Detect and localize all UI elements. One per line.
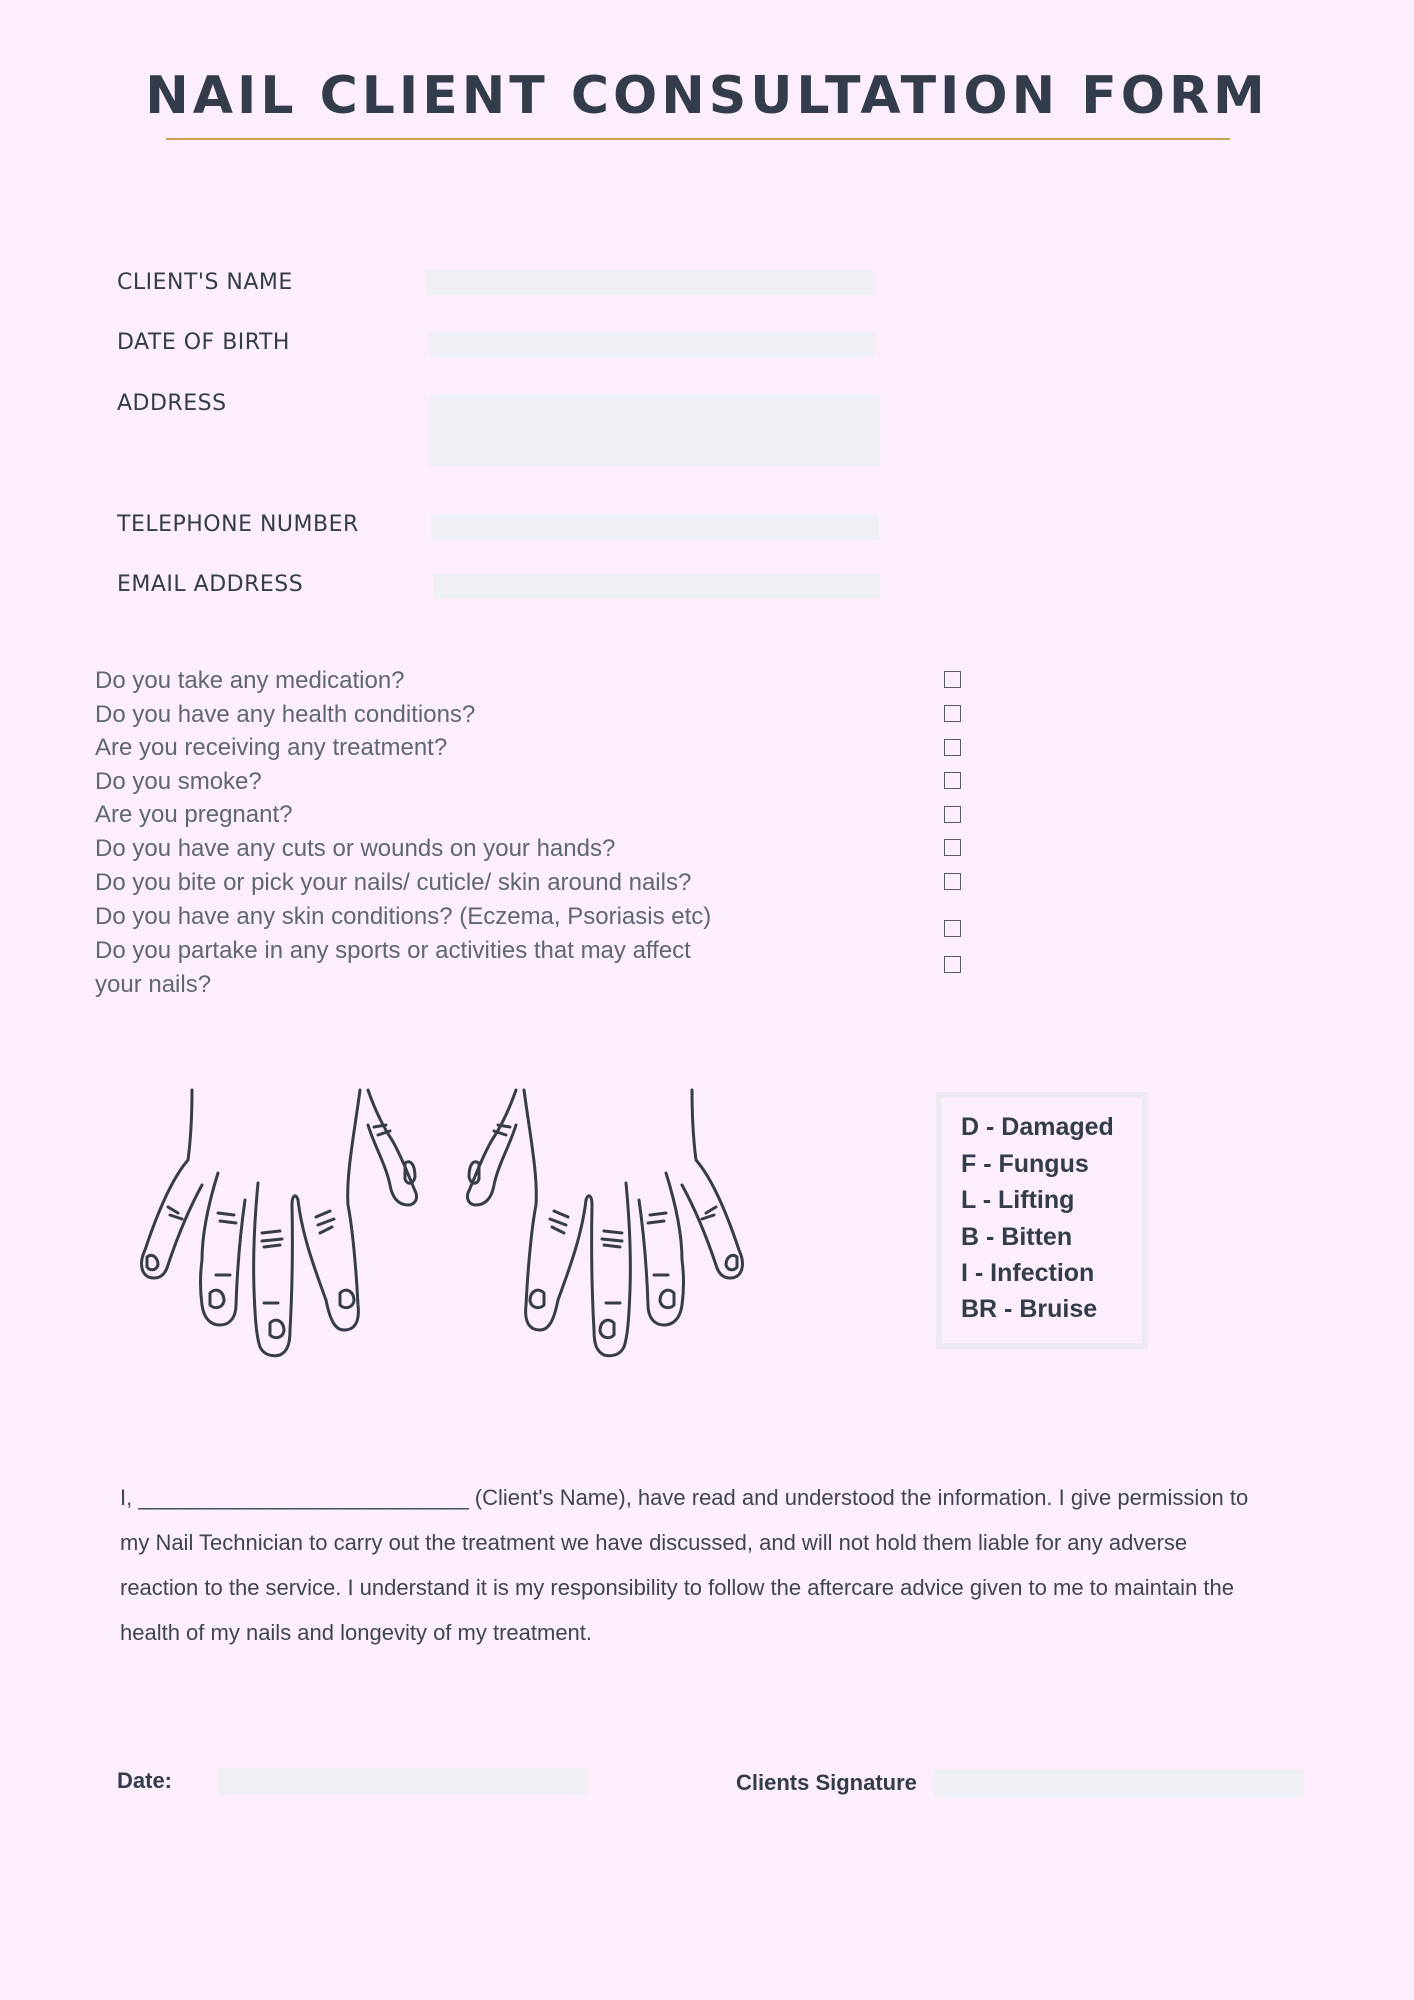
consent-line: my Nail Technician to carry out the treatment we have discussed, and will not hold them liable for any adverse xyxy=(120,1530,1188,1555)
consent-line: reaction to the service. I understand it is my responsibility to follow the aftercare advice given to me to maintain the xyxy=(120,1575,1234,1600)
date-of-birth-label: DATE OF BIRTH xyxy=(117,330,290,355)
question-sports: Do you partake in any sports or activities that may affect your nails? xyxy=(95,937,691,998)
telephone-label: TELEPHONE NUMBER xyxy=(117,512,359,537)
date-input[interactable] xyxy=(218,1768,587,1795)
telephone-input[interactable] xyxy=(431,515,879,540)
question-health-conditions: Do you have any health conditions? xyxy=(95,701,476,728)
consent-statement xyxy=(120,1475,1310,1655)
date-label: Date: xyxy=(117,1768,173,1793)
checkbox-health-conditions[interactable] xyxy=(944,705,961,722)
client-name-input[interactable] xyxy=(426,270,874,295)
checkbox-cuts-wounds[interactable] xyxy=(944,839,961,856)
checkbox-treatment[interactable] xyxy=(944,739,961,756)
question-bite-nails: Do you bite or pick your nails/ cuticle/ skin around nails? xyxy=(95,869,692,896)
date-of-birth-input[interactable] xyxy=(429,332,875,357)
question-medication: Do you take any medication? xyxy=(95,667,405,694)
checkbox-pregnant[interactable] xyxy=(944,806,961,823)
consent-line: health of my nails and longevity of my treatment. xyxy=(120,1620,593,1645)
checkbox-skin-conditions[interactable] xyxy=(944,920,961,937)
legend-bruise: BR - Bruise xyxy=(961,1295,1098,1323)
signature-label: Clients Signature xyxy=(736,1770,917,1795)
left-hand-icon xyxy=(142,1090,417,1356)
consent-line: I, ___________________________ (Client's Name), have read and understood the information. I give permission to xyxy=(120,1485,1249,1510)
email-input[interactable] xyxy=(433,573,880,598)
legend-bitten: B - Bitten xyxy=(961,1223,1073,1251)
right-hand-icon xyxy=(467,1090,742,1356)
email-label: EMAIL ADDRESS xyxy=(117,572,304,597)
question-treatment: Are you receiving any treatment? xyxy=(95,734,448,761)
form-title: NAIL CLIENT CONSULTATION FORM xyxy=(145,66,1269,126)
question-smoke: Do you smoke? xyxy=(95,768,262,795)
address-input[interactable] xyxy=(429,395,880,467)
question-pregnant: Are you pregnant? xyxy=(95,801,293,828)
checkbox-smoke[interactable] xyxy=(944,772,961,789)
checkbox-bite-nails[interactable] xyxy=(944,873,961,890)
legend-infection: I - Infection xyxy=(961,1259,1095,1287)
legend-damaged: D - Damaged xyxy=(961,1113,1114,1141)
title-underline xyxy=(166,138,1230,140)
question-skin-conditions: Do you have any skin conditions? (Eczema, Psoriasis etc) xyxy=(95,903,712,930)
hands-illustration xyxy=(130,1085,760,1375)
legend-fungus: F - Fungus xyxy=(961,1150,1089,1178)
signature-input[interactable] xyxy=(934,1770,1304,1797)
address-label: ADDRESS xyxy=(117,391,227,416)
checkbox-sports[interactable] xyxy=(944,956,961,973)
question-cuts-wounds: Do you have any cuts or wounds on your hands? xyxy=(95,835,616,862)
checkbox-medication[interactable] xyxy=(944,671,961,688)
client-name-label: CLIENT'S NAME xyxy=(117,270,293,295)
legend-lifting: L - Lifting xyxy=(961,1186,1075,1214)
